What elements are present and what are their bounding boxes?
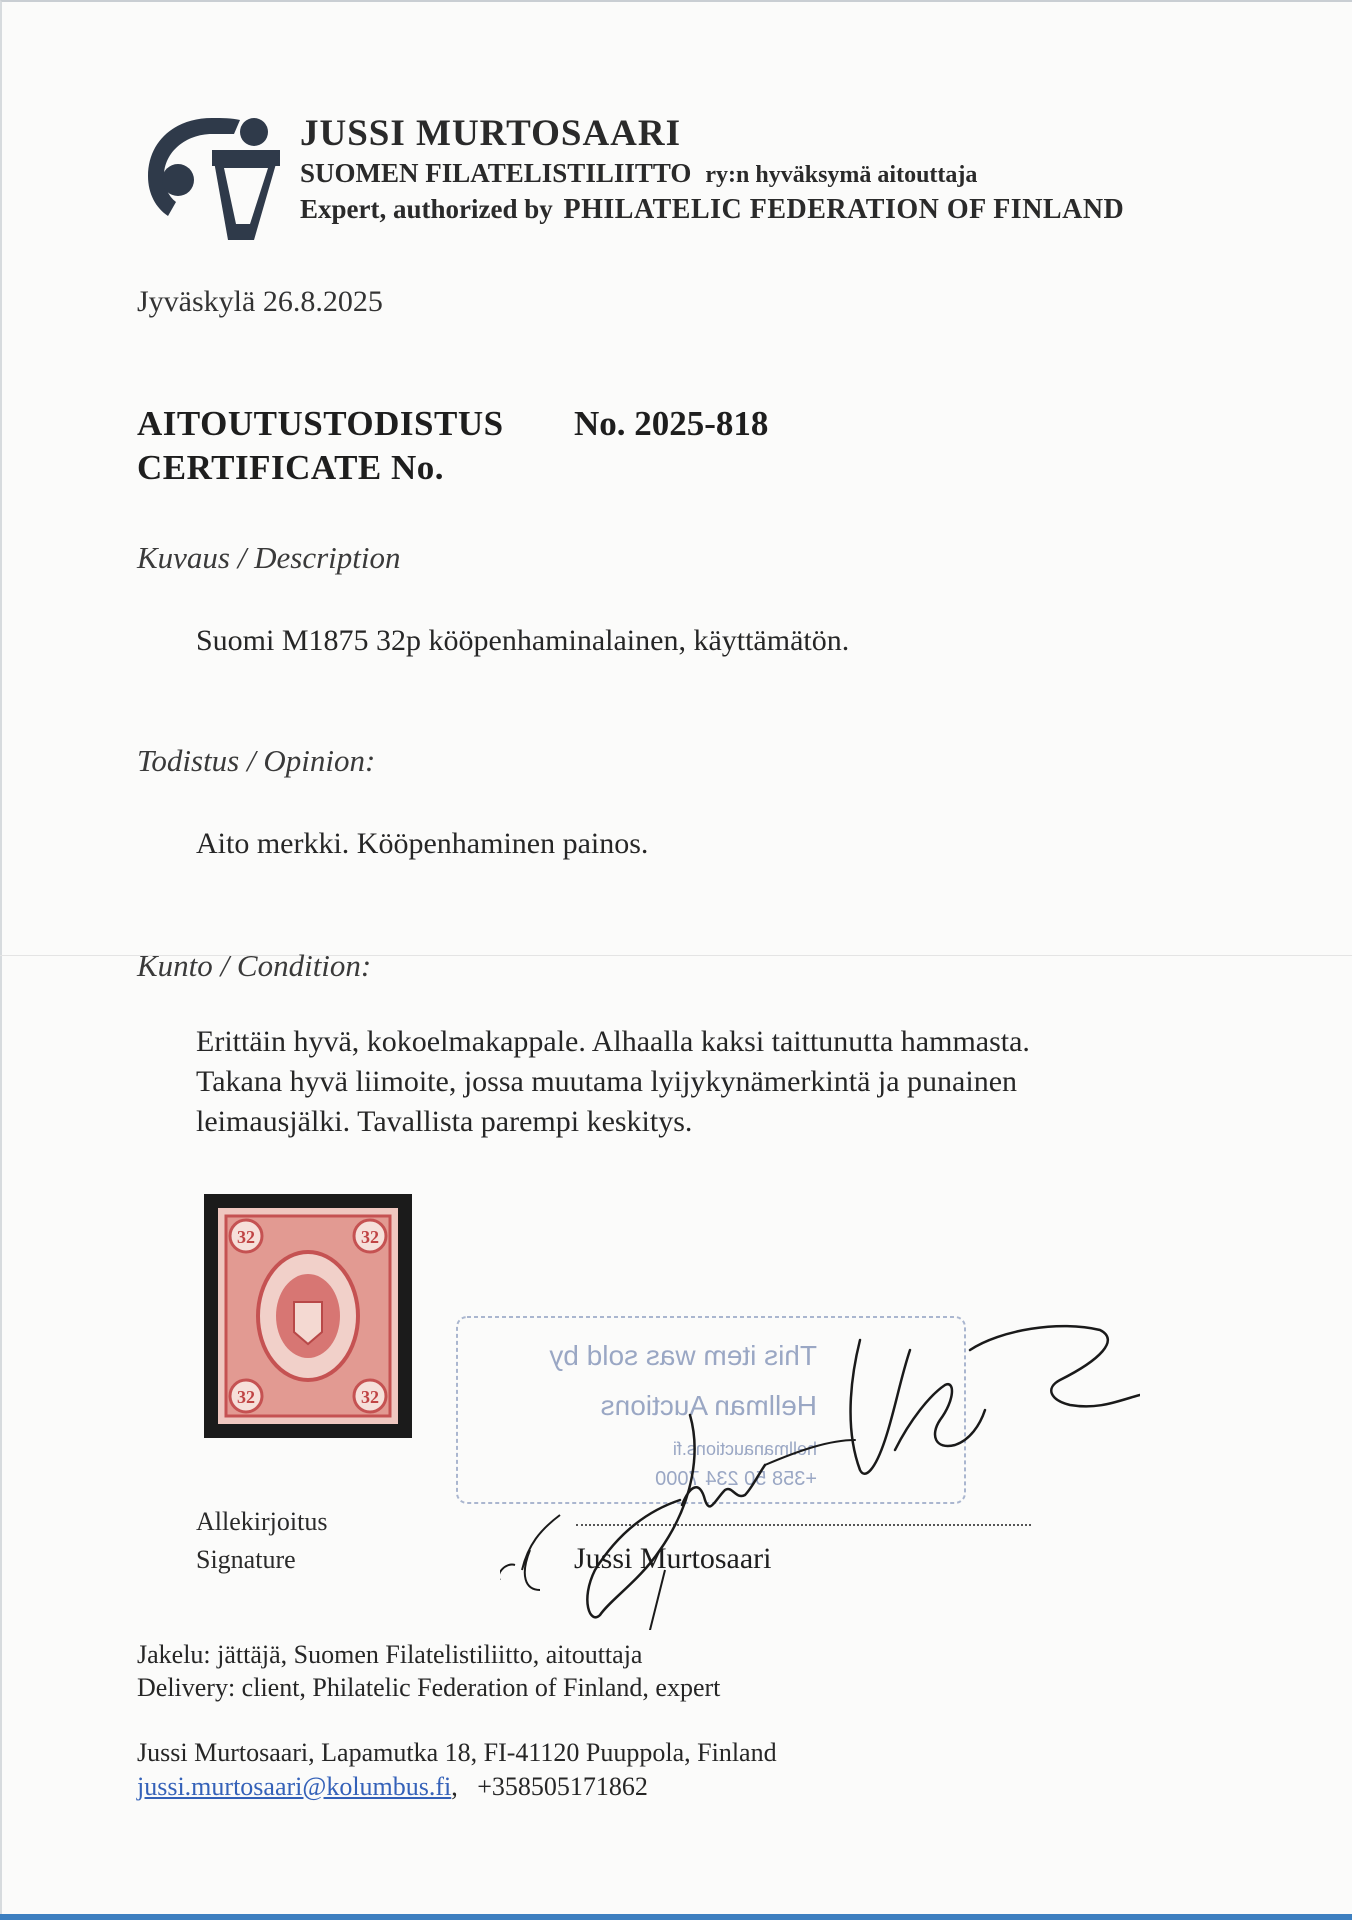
handwritten-signature bbox=[500, 1300, 1140, 1630]
authorization-line bbox=[300, 194, 1124, 226]
signature-label-en: Signature bbox=[196, 1545, 296, 1574]
opinion-label: Todistus / Opinion: bbox=[137, 743, 376, 778]
federation-logo-icon bbox=[142, 110, 282, 240]
stamp-image bbox=[204, 1194, 412, 1438]
description-text: Suomi M1875 32p kööpenhaminalainen, käyttämätön. bbox=[196, 624, 850, 657]
condition-text bbox=[196, 1022, 1030, 1142]
dealer-stamp-line: +358 50 234 7000 bbox=[655, 1468, 817, 1490]
signer-name: Jussi Murtosaari bbox=[574, 1542, 772, 1575]
federation-name: SUOMEN FILATELISTILIITTO bbox=[300, 158, 692, 188]
condition-line: Takana hyvä liimoite, jossa muutama lyijykynämerkintä ja punainen bbox=[196, 1065, 1018, 1098]
condition-line: Erittäin hyvä, kokoelmakappale. Alhaalla kaksi taittunutta hammasta. bbox=[196, 1025, 1030, 1058]
certificate-number: No. 2025-818 bbox=[574, 404, 769, 443]
stamp-denomination: 32 bbox=[237, 1227, 255, 1247]
expert-name: JUSSI MURTOSAARI bbox=[300, 113, 682, 154]
contact-line bbox=[137, 1772, 648, 1802]
contact-address: Jussi Murtosaari, Lapamutka 18, FI-41120 Puuppola, Finland bbox=[137, 1738, 777, 1767]
phone-number: +358505171862 bbox=[477, 1772, 648, 1801]
delivery-en: Delivery: client, Philatelic Federation of Finland, expert bbox=[137, 1673, 721, 1702]
delivery-fi: Jakelu: jättäjä, Suomen Filatelistiliitto, aitouttaja bbox=[137, 1640, 643, 1669]
contact-separator: , bbox=[451, 1772, 458, 1801]
condition-line: leimausjälki. Tavallista parempi keskitys. bbox=[196, 1105, 693, 1138]
certificate-date: Jyväskylä 26.8.2025 bbox=[137, 285, 383, 318]
authorization-prefix: Expert, authorized by bbox=[300, 194, 553, 224]
opinion-text: Aito merkki. Kööpenhaminen painos. bbox=[196, 827, 649, 860]
description-label: Kuvaus / Description bbox=[137, 540, 401, 575]
dealer-stamp-line: Hellman Auctions bbox=[600, 1390, 817, 1421]
federation-line bbox=[300, 158, 977, 189]
dealer-stamp-line: This item was sold by bbox=[549, 1340, 817, 1371]
stamp-denomination: 32 bbox=[361, 1387, 379, 1407]
certificate-title-en: CERTIFICATE No. bbox=[137, 448, 445, 487]
bottom-edge bbox=[0, 1914, 1352, 1920]
approval-text: ry:n hyväksymä aitouttaja bbox=[705, 162, 978, 188]
stamp-denomination: 32 bbox=[361, 1227, 379, 1247]
dealer-stamp-line: hellmanauctions.fi bbox=[672, 1439, 817, 1459]
signature-labels bbox=[196, 1503, 327, 1579]
signature-label-fi: Allekirjoitus bbox=[196, 1507, 328, 1536]
federation-name-en: PHILATELIC FEDERATION OF FINLAND bbox=[563, 194, 1125, 225]
stamp-denomination: 32 bbox=[237, 1387, 255, 1407]
email-link[interactable]: jussi.murtosaari@kolumbus.fi bbox=[137, 1772, 452, 1801]
certificate-title-fi: AITOUTUSTODISTUS bbox=[137, 404, 504, 443]
condition-label: Kunto / Condition: bbox=[137, 948, 372, 983]
